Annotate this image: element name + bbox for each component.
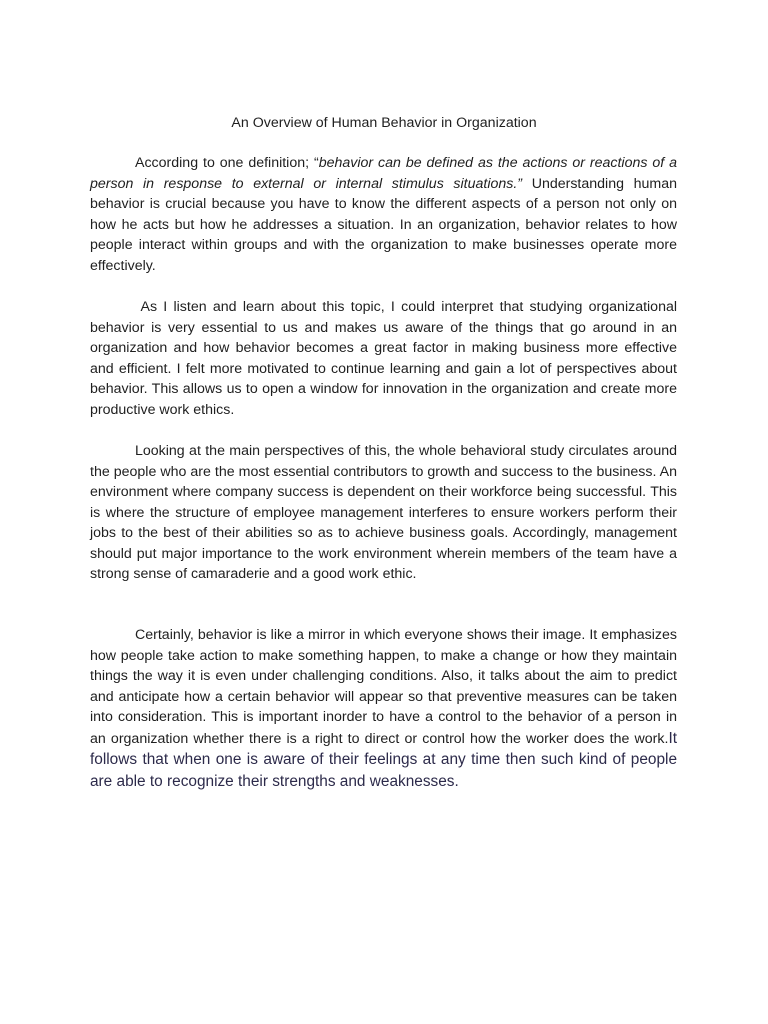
paragraph-3 — [90, 441, 677, 585]
paragraph-3-text: Looking at the main perspectives of this, the whole behavioral study circulates around the people who are the most essential contributors to growth and success to the business. An environment where company success is dependent on their workforce being successful. This is where the structure of employee management interferes to ensure workers perform their jobs to the best of their abilities so as to achieve business goals. Accordingly, management should put major importance to the work environment wherein members of the team have a strong sense of camaraderie and a good work ethic. — [90, 443, 677, 582]
paragraph-1 — [90, 153, 677, 276]
paragraph-4-text: Certainly, behavior is like a mirror in which everyone shows their image. It emphasizes how people take action to make something happen, to make a change or how they maintain things the way it is even under challenging conditions. Also, it talks about the aim to predict and anticipate how a certain behavior will appear so that preventive measures can be taken into consideration. This is important inorder to have a control to the behavior of a person in an organization whether there is a right to direct or control how the worker does the work. — [90, 627, 677, 747]
paragraph-1-quote: behavior can be defined as the actions or reactions of a person in response to external or internal stimulus situations.” — [90, 155, 677, 192]
paragraph-1-lead: According to one definition; “ — [135, 155, 319, 171]
paragraph-4 — [90, 625, 677, 792]
document-title: An Overview of Human Behavior in Organization — [231, 115, 537, 131]
paragraph-1-rest: Understanding human behavior is crucial because you have to know the different aspects of a person not only on how he acts but how he addresses a situation. In an organization, behavior relates to how people interact within groups and with the organization to make businesses operate more effectively. — [90, 175, 677, 274]
paragraph-4-tail: It follows that when one is aware of their feelings at any time then such kind of people are able to recognize their strengths and weaknesses. — [90, 729, 677, 790]
paragraph-2 — [90, 297, 677, 420]
paragraph-2-text: As I listen and learn about this topic, I could interpret that studying organizational behavior is very essential to us and makes us aware of the things that go around in an organization and how behavior becomes a great factor in making business more effective and efficient. I felt more motivated to continue learning and gain a lot of perspectives about behavior. This allows us to open a window for innovation in the organization and create more productive work ethics. — [90, 299, 677, 418]
